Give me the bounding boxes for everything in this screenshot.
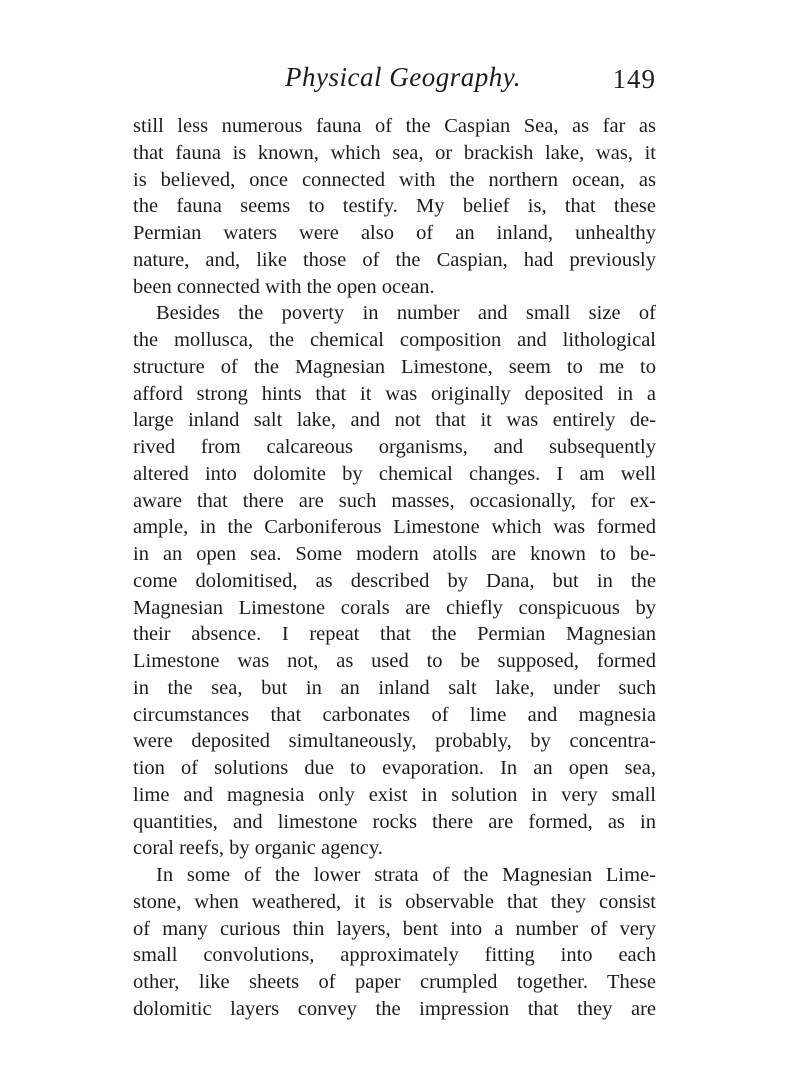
text-line: still less numerous fauna of the Caspian Sea, as far as (133, 115, 656, 137)
text-line: the mollusca, the chemical composition and lithological (133, 329, 656, 351)
body-text (133, 113, 656, 1023)
text-line: afford strong hints that it was originally deposited in a (133, 382, 656, 405)
text-line: come dolomitised, as described by Dana, but in the (133, 569, 656, 592)
text-line: is believed, once connected with the northern ocean, as (133, 168, 656, 191)
running-title: Physical Geography. (285, 62, 521, 92)
running-head (133, 62, 656, 102)
text-line: lime and magnesia only exist in solution in very small (133, 783, 656, 806)
text-line: ample, in the Carboniferous Limestone which was formed (133, 516, 656, 539)
text-line: Permian waters were also of an inland, unhealthy (133, 222, 656, 244)
text-line: altered into dolomite by chemical changes. I am well (133, 462, 656, 485)
text-line: aware that there are such masses, occasionally, for ex- (133, 489, 656, 512)
text-line: Magnesian Limestone corals are chiefly conspicuous by (133, 596, 656, 619)
text-line: rived from calcareous organisms, and subsequently (133, 436, 656, 458)
page-number: 149 (612, 64, 656, 94)
text-line: Besides the poverty in number and small size of (156, 302, 656, 325)
text-line: nature, and, like those of the Caspian, had previously (133, 248, 656, 271)
text-line: the fauna seems to testify. My belief is, that these (133, 195, 656, 218)
text-line: quantities, and limestone rocks there are formed, as in (133, 810, 656, 833)
text-line: dolomitic layers convey the impression that they are (133, 997, 656, 1020)
text-line: of many curious thin layers, bent into a number of very (133, 917, 656, 940)
text-line: were deposited simultaneously, probably, by concentra- (133, 730, 656, 753)
text-line: been connected with the open ocean. (133, 275, 435, 298)
text-line: that fauna is known, which sea, or brackish lake, was, it (133, 141, 656, 164)
text-line: In some of the lower strata of the Magnesian Lime- (156, 864, 656, 886)
text-line: other, like sheets of paper crumpled together. These (133, 971, 656, 993)
text-line: in an open sea. Some modern atolls are known to be- (133, 543, 656, 565)
text-line: circumstances that carbonates of lime and magnesia (133, 703, 656, 726)
text-line: stone, when weathered, it is observable that they consist (133, 890, 656, 913)
text-line: Limestone was not, as used to be supposed, formed (133, 650, 656, 672)
text-line: structure of the Magnesian Limestone, seem to me to (133, 355, 656, 378)
text-line: in the sea, but in an inland salt lake, under such (133, 676, 656, 699)
text-line: tion of solutions due to evaporation. In an open sea, (133, 757, 656, 779)
text-line: large inland salt lake, and not that it was entirely de- (133, 409, 656, 432)
text-line: small convolutions, approximately fitting into each (133, 944, 656, 967)
text-line: coral reefs, by organic agency. (133, 837, 383, 860)
text-line: their absence. I repeat that the Permian Magnesian (133, 623, 656, 646)
